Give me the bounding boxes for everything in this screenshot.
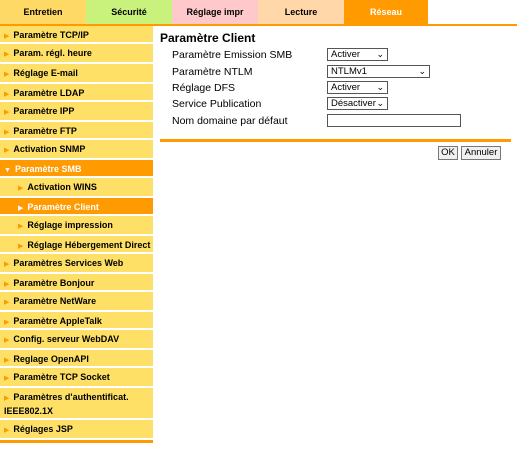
sidebar-item-label: Activation SNMP [13,144,86,154]
sidebar-item-label: Paramètre IPP [13,106,75,116]
field-label: Service Publication [172,98,262,110]
ntlm-select[interactable] [327,65,430,78]
sidebar-item-webdav[interactable] [0,330,153,350]
triangle-right-icon: ▶ [4,51,10,58]
select-value: NTLMv1 [331,66,367,77]
field-row-emission-smb [172,48,502,64]
content-divider [160,139,511,142]
sidebar [0,26,153,443]
nom-domaine-input[interactable] [327,114,461,127]
sidebar-item-label: Paramètre Bonjour [13,278,95,288]
triangle-down-icon: ▼ [4,167,11,174]
sidebar-subitem-wins[interactable] [0,178,153,198]
triangle-right-icon: ▶ [4,427,10,434]
triangle-right-icon: ▶ [4,299,10,306]
triangle-right-icon: ▶ [18,185,24,192]
sidebar-item-label: Paramètre TCP/IP [13,30,89,40]
sidebar-subitem-client[interactable] [0,198,153,216]
sidebar-item-label: Paramètre TCP Socket [13,372,110,382]
sidebar-item-bonjour[interactable] [0,274,153,292]
triangle-right-icon: ▶ [4,33,10,40]
tab-securite[interactable]: Sécurité [86,0,172,24]
field-label: Réglage DFS [172,82,236,94]
sidebar-item-reglage-email[interactable] [0,64,153,84]
select-value: Désactiver [331,98,376,109]
sidebar-item-services-web[interactable] [0,254,153,274]
sidebar-item-label: Paramètre AppleTalk [13,316,102,326]
page-title: Paramètre Client [160,31,256,45]
sidebar-item-snmp[interactable] [0,140,153,160]
sidebar-item-param-regl-heure[interactable] [0,44,153,64]
field-row-service-publication [172,97,502,113]
triangle-right-icon: ▶ [4,91,10,98]
ok-button[interactable]: OK [438,146,458,160]
sidebar-item-label: Paramètre LDAP [13,88,85,98]
triangle-right-icon: ▶ [4,281,10,288]
sidebar-subitem-impression[interactable] [0,216,153,236]
triangle-right-icon: ▶ [4,337,10,344]
sidebar-item-jsp[interactable] [0,420,153,440]
sidebar-item-ftp[interactable] [0,122,153,140]
triangle-right-icon: ▶ [4,129,10,136]
tab-reseau[interactable]: Réseau [344,0,428,24]
triangle-right-icon: ▶ [18,205,24,212]
sidebar-item-openapi[interactable] [0,350,153,368]
field-row-dfs [172,81,502,97]
tab-entretien[interactable]: Entretien [0,0,86,24]
sidebar-item-label: Réglage impression [27,220,113,230]
triangle-right-icon: ▶ [18,223,24,230]
sidebar-item-label: Réglages JSP [13,424,73,434]
tab-reglage-impr[interactable]: Réglage impr [172,0,258,24]
sidebar-item-appletalk[interactable] [0,312,153,330]
sidebar-item-tcp-socket[interactable] [0,368,153,388]
sidebar-item-label: Activation WINS [27,182,97,192]
triangle-right-icon: ▶ [4,147,10,154]
sidebar-item-label: Paramètre Client [27,202,99,212]
triangle-right-icon: ▶ [4,261,10,268]
sidebar-item-ldap[interactable] [0,84,153,102]
sidebar-item-label: Paramètre FTP [13,126,77,136]
sidebar-item-label: Réglage Hébergement Direct [27,240,151,250]
service-publication-select[interactable] [327,97,388,110]
sidebar-item-label: Paramètres d'authentificat. IEEE802.1X [4,392,129,416]
sidebar-item-smb[interactable] [0,160,153,178]
cancel-button[interactable]: Annuler [461,146,501,160]
field-label: Paramètre Emission SMB [172,49,293,61]
triangle-right-icon: ▶ [4,375,10,382]
triangle-right-icon: ▶ [4,319,10,326]
chevron-down-icon: ⌄ [376,98,384,108]
sidebar-item-label: Paramètres Services Web [13,258,124,268]
sidebar-bottom-divider [0,440,153,443]
triangle-right-icon: ▶ [4,395,10,402]
dfs-select[interactable] [327,81,388,94]
chevron-down-icon: ⌄ [376,49,384,59]
sidebar-item-label: Param. régl. heure [13,48,92,58]
sidebar-item-label: Reglage OpenAPI [13,354,89,364]
sidebar-item-label: Paramètre SMB [14,164,82,174]
field-row-ntlm [172,65,502,81]
sidebar-item-tcp-ip[interactable] [0,26,153,44]
emission-smb-select[interactable] [327,48,388,61]
tab-bar [0,0,428,24]
select-value: Activer [331,82,361,93]
field-label: Paramètre NTLM [172,66,253,78]
sidebar-item-label: Config. serveur WebDAV [13,334,120,344]
sidebar-item-ipp[interactable] [0,102,153,122]
tab-lecture[interactable]: Lecture [258,0,344,24]
triangle-right-icon: ▶ [4,357,10,364]
triangle-right-icon: ▶ [4,109,10,116]
select-value: Activer [331,49,361,60]
field-label: Nom domaine par défaut [172,115,288,127]
chevron-down-icon: ⌄ [418,66,426,76]
chevron-down-icon: ⌄ [376,82,384,92]
sidebar-subitem-hebergement-direct[interactable] [0,236,153,254]
sidebar-item-label: Réglage E-mail [13,68,78,78]
sidebar-item-ieee8021x[interactable] [0,388,153,420]
triangle-right-icon: ▶ [4,71,10,78]
field-row-nom-domaine [172,114,502,130]
sidebar-item-netware[interactable] [0,292,153,312]
sidebar-item-label: Paramètre NetWare [13,296,97,306]
triangle-right-icon: ▶ [18,243,24,250]
